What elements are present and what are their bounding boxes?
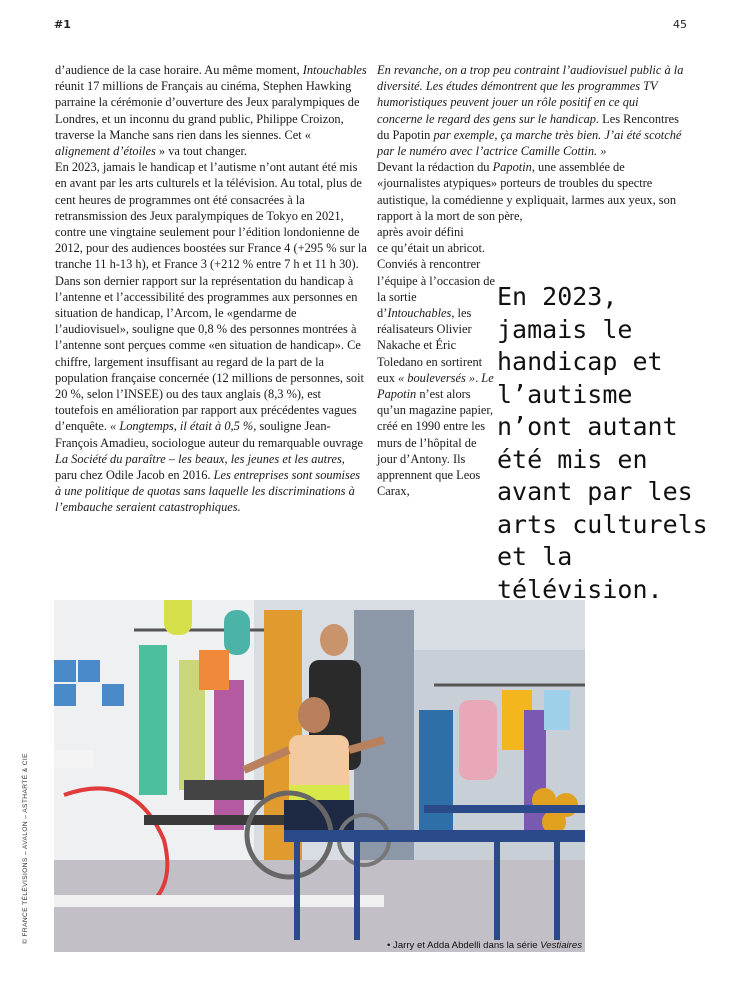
quote-paragraph: En revanche, on a trop peu contraint l’audiovisuel public à la diversité. Les études démontrent que les programmes TV humoristiques peuvent jouer un rôle positif en ce qui concerne le regard des gens sur le handicap. Les Rencontres du Papotin par exemple, ça marche très bien. J’ai été scotché par le numéro avec l’actrice Camille Cottin. » <box>377 63 684 159</box>
section-marker: #1 <box>54 18 71 31</box>
locker-room-illustration <box>54 600 585 952</box>
paragraph-line: après avoir défini <box>377 225 464 240</box>
article-photo <box>54 600 585 952</box>
paragraph: Devant la rédaction du Papotin, une assemblée de «journalistes atypiques» porteurs de troubles du spectre autistique, la comédienne y expliquait, larmes aux yeux, son rapport à la mort de son père, <box>377 160 677 223</box>
paragraph: d’audience de la case horaire. Au même moment, Intouchables réunit 17 millions de Français au cinéma, Stephen Hawking parraine la cérémonie d’ouverture des Jeux paralympiques de Londres, et un inconnu du grand public, Philippe Croizon, traverse la Manche sans rien dans les siennes. Cet « alignement d’étoiles » va tout changer. <box>55 63 367 159</box>
paragraph: En 2023, jamais le handicap et l’autisme n’ont autant été mis en avant par les arts culturels et la télévision. Au total, plus de cent heures de programmes ont été consacrées à la retransmission des Jeux paralympiques de Tokyo en 2021, contre une vingtaine seulement pour l’édition londonienne de 2012, pour des audiences boostées sur France 4 (+295 % sur la tranche 11 h-13 h), et France 3 (+212 % entre 7 h et 11 h 30). Dans son dernier rapport sur la représentation du handicap à l’antenne et l’accessibilité des programmes aux personnes en situation de handicap, l’Arcom, le «gendarme de l’audiovisuel», souligne que 0,8 % des personnes montrées à l’antenne sont perçues comme «en situation de handicap». Ce chiffre, largement insuffisant au regard de la part de la population française concernée (12 millions de personnes, soit 20 %, selon l’INSEE) ou des taux anglais (8,3 %), est toutefois en amélioration par rapport aux précédentes vagues d’enquête. « Longtemps, il était à 0,5 %, souligne Jean-François Amadieu, sociologue auteur du remarquable ouvrage La Société du paraître – les beaux, les jeunes et les autres, paru chez Odile Jacob en 2016. Les entreprises sont soumises à une politique de quotas sans laquelle les discriminations à l’embauche seraient catastrophiques. <box>55 160 367 515</box>
photo-caption: • Jarry et Adda Abdelli dans la série Vestiaires <box>387 940 582 951</box>
paragraph-narrow: ce qu’était un abricot. Conviés à rencontrer l’équipe à l’occasion de la sortie d’Intouchables, les réalisateurs Olivier Nakache et Éric Toledano en sortirent eux « bouleversés ». Le Papotin n’est alors qu’un magazine papier, créé en 1990 entre les murs de l’hôpital de jour d’Antony. Ils apprennent que Leos Carax, <box>377 241 496 499</box>
photo-credit: © FRANCE TÉLÉVISIONS – AVALON – ASTHARTÉ & CIE <box>22 753 29 944</box>
article-column-left <box>55 62 367 516</box>
pull-quote: En 2023, jamais le handicap et l’autisme n’ont autant été mis en avant par les arts culturels et la télévision. <box>497 282 708 604</box>
page-number: 45 <box>673 18 687 31</box>
